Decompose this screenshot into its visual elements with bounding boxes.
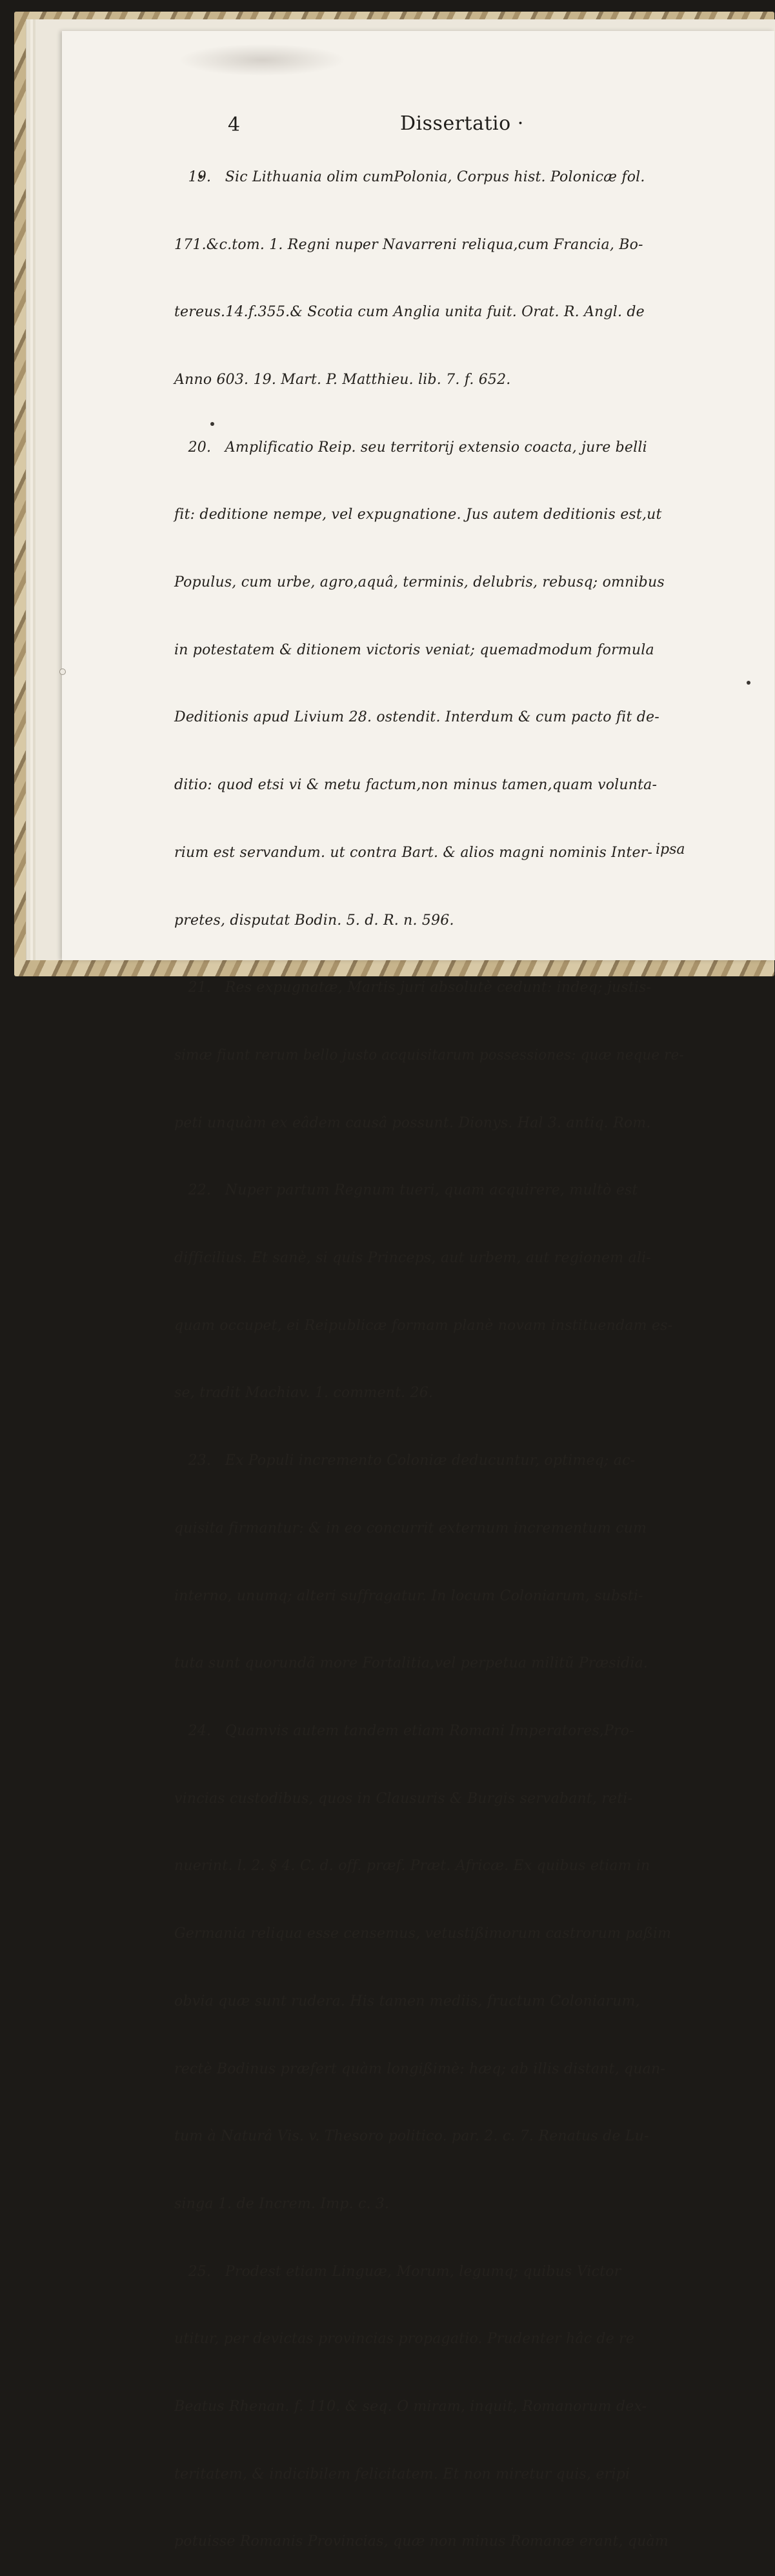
text-line: 171.&c.tom. 1. Regni nuper Navarreni reliqua,cum Francia, Bo- <box>174 236 643 253</box>
text-line: vincias custodibus, quos in Clausuris & Burgis servabant, reti- <box>174 1790 633 1807</box>
text-line: utitur, per devictas provincias propagatio. Prudenter hâc de re <box>174 2331 635 2348</box>
text-line: 22. Nuper partum Regnum tueri, quam acquirere, multò est <box>174 1182 638 1199</box>
text-line: quisita firmantur: & in eo concurrit externum incrementum cum <box>174 1520 647 1536</box>
catchword: ipsa <box>656 841 685 858</box>
text-line: se, tradit Machiav. 1. comment. 26. <box>174 1385 434 1402</box>
running-title-text: Dissertatio <box>400 112 511 135</box>
text-line: rium est servandum. ut contra Bart. & alios magni nominis Inter- <box>174 844 653 861</box>
text-line: fit: deditione nempe, vel expugnatione. Jus autem deditionis est,ut <box>174 507 662 523</box>
text-line: potuisse Romanis Provincias, quæ non minus Romanæ erant, quàm <box>174 2533 669 2550</box>
margin-dot <box>747 681 750 685</box>
text-line: simæ fiunt rerum bello justo acquisitarum possessiones: quæ neque re- <box>174 1047 684 1063</box>
text-line: 21. Res expugnatæ, Martis juri absolutè cedunt: indeq; justis- <box>174 980 652 996</box>
text-line: 24. Quamvis autem tandem etiam Romani Imperatores,Pro- <box>174 1722 634 1739</box>
page-number: 4 <box>228 114 241 136</box>
text-line: tereus.14.f.355.& Scotia cum Anglia unita fuit. Orat. R. Angl. de <box>174 304 645 321</box>
text-line: 19. Sic Lithuania olim cumPolonia, Corpus hist. Polonicæ fol. <box>174 168 645 185</box>
text-line: Populus, cum urbe, agro,aquâ, terminis, delubris, rebusq; omnibus <box>174 574 665 591</box>
text-line: rectè Bodinus præfert quàm longißimè: hæq; ab illis distant, quan- <box>174 2060 665 2077</box>
text-line: Germania reliqua esse censemus, vetustißimorum castrorum paßim <box>174 1926 672 1942</box>
text-line: quam occupet, ei Reipublicæ formam planè novam instituendam es- <box>174 1317 673 1334</box>
text-line: tuta sunt quorundã more Fortalitia,vel perpetua militũ Præsidia. <box>174 1655 649 1672</box>
text-line: pretes, disputat Bodin. 5. d. R. n. 596. <box>174 912 454 929</box>
text-line: obvia quæ sunt rudera. His tamen mediis, fructum Coloniarum, <box>174 1993 640 2009</box>
text-line: teritatem, & indicibilem felicitatem. Et non miretur quis, eripi <box>174 2466 630 2482</box>
margin-hole <box>59 669 66 675</box>
title-mark: · <box>517 112 524 135</box>
text-line: difficilius. Et sanè, si quis Princeps, aut urbem, aut regionem ali- <box>174 1250 651 1267</box>
text-line: tum à Naturâ Vis. v. Thesoro politico. par. 2. c. 7. Renatus de Lu- <box>174 2128 649 2145</box>
text-line: singa 1. de Increm. Imp. c. 3. <box>174 2195 390 2212</box>
text-line: peti unquàm ex eâdem causâ possunt. Dionys. Hal 3. antiq. Rom. <box>174 1114 651 1131</box>
text-line: nuerint. l. 2. § 4. C. d. off. præf. Præt. Africæ. Ex quibus etiam in <box>174 1858 650 1875</box>
body-text <box>174 121 684 2576</box>
text-line: interno, unumq; alteri suffragatur. In locum Coloniarum, substi- <box>174 1587 643 1604</box>
text-line: Deditionis apud Livium 28. ostendit. Interdum & cum pacto fit de- <box>174 709 659 726</box>
text-line: ditio: quod etsi vi & metu factum,non minus tamen,quam volunta- <box>174 777 658 794</box>
text-line: Beatus Rhenan. f. 110. & seq. O miram, inquit, Romanorum dex- <box>174 2399 647 2415</box>
text-line: Anno 603. 19. Mart. P. Matthieu. lib. 7. f. 652. <box>174 371 511 388</box>
text-line: 25. Prodest etiam Linguæ, Morum, legumq; quibus Victor <box>174 2263 621 2280</box>
text-line: 23. Ex Populi incremento Coloniæ deducuntur, optimeq; ac- <box>174 1453 636 1469</box>
text-line: 20. Amplificatio Reip. seu territorij extensio coacta, jure belli <box>174 439 647 456</box>
text-line: in potestatem & ditionem victoris veniat; quemadmodum formula <box>174 641 654 658</box>
ink-smudge <box>178 44 346 76</box>
